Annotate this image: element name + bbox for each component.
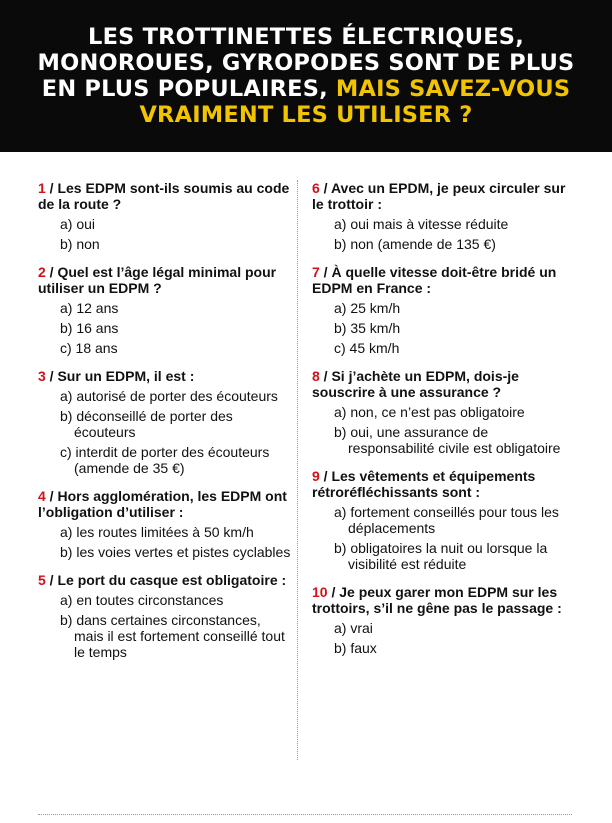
- question-8: [312, 368, 572, 456]
- question-title: [312, 368, 572, 400]
- answer-option: a) oui mais à vitesse réduite: [334, 216, 509, 232]
- question-text: / Les EDPM sont-ils soumis au code de la route ?: [38, 180, 290, 212]
- answer-option: b) 16 ans: [60, 320, 119, 336]
- question-title: [312, 584, 572, 616]
- answer-option: c) 18 ans: [60, 340, 118, 356]
- question-number: 8: [312, 368, 320, 384]
- column-divider: [297, 180, 298, 760]
- question-text: / À quelle vitesse doit-être bridé un EDPM en France :: [312, 264, 557, 296]
- question-number: 5: [38, 572, 46, 588]
- answer-option: b) les voies vertes et pistes cyclables: [60, 544, 291, 560]
- answer-option: a) en toutes circonstances: [60, 592, 224, 608]
- page-title: [0, 24, 612, 128]
- question-3: [38, 368, 293, 476]
- question-text: / Les vêtements et équipements rétroréfléchissants sont :: [312, 468, 536, 500]
- answer-option: a) les routes limitées à 50 km/h: [60, 524, 254, 540]
- question-number: 1: [38, 180, 46, 196]
- answer-option: a) 25 km/h: [334, 300, 401, 316]
- answer-option: b) obligatoires la nuit ou lorsque la visibilité est réduite: [334, 540, 548, 572]
- question-7: [312, 264, 572, 356]
- question-6: [312, 180, 572, 252]
- question-text: / Quel est l’âge légal minimal pour utiliser un EDPM ?: [38, 264, 277, 296]
- answer-options: [312, 300, 572, 356]
- answer-options: [38, 216, 293, 252]
- question-2: [38, 264, 293, 356]
- question-number: 2: [38, 264, 46, 280]
- question-4: [38, 488, 293, 560]
- question-title: [38, 488, 293, 520]
- left-column: [38, 180, 293, 672]
- answer-option: a) 12 ans: [60, 300, 119, 316]
- answer-option: b) faux: [334, 640, 377, 656]
- answer-options: [38, 524, 293, 560]
- answer-option: b) oui, une assurance de responsabilité civile est obligatoire: [334, 424, 561, 456]
- question-text: / Avec un EPDM, je peux circuler sur le trottoir :: [312, 180, 566, 212]
- answer-option: b) dans certaines circonstances, mais il est fortement conseillé tout le temps: [60, 612, 285, 660]
- question-9: [312, 468, 572, 572]
- answer-option: a) vrai: [334, 620, 373, 636]
- answer-option: b) non: [60, 236, 100, 252]
- answer-option: a) non, ce n’est pas obligatoire: [334, 404, 525, 420]
- answer-option: a) autorisé de porter des écouteurs: [60, 388, 278, 404]
- question-text: / Hors agglomération, les EDPM ont l’obligation d’utiliser :: [38, 488, 287, 520]
- question-number: 6: [312, 180, 320, 196]
- question-title: [38, 572, 293, 588]
- answer-option: c) 45 km/h: [334, 340, 400, 356]
- question-title: [38, 264, 293, 296]
- bottom-divider: [38, 814, 572, 815]
- question-number: 10: [312, 584, 328, 600]
- answer-options: [312, 620, 572, 656]
- question-title: [312, 468, 572, 500]
- question-title: [38, 368, 293, 384]
- question-number: 3: [38, 368, 46, 384]
- title-highlight-part: MAIS SAVEZ-VOUS VRAIMENT LES UTILISER ?: [139, 76, 571, 128]
- question-title: [312, 264, 572, 296]
- question-number: 9: [312, 468, 320, 484]
- question-text: / Je peux garer mon EDPM sur les trottoirs, s’il ne gêne pas le passage :: [312, 584, 562, 616]
- answer-options: [312, 504, 572, 572]
- question-text: / Si j’achète un EDPM, dois-je souscrire à une assurance ?: [312, 368, 519, 400]
- answer-option: a) oui: [60, 216, 96, 232]
- question-title: [38, 180, 293, 212]
- right-column: [312, 180, 572, 668]
- title-white-part: LES TROTTINETTES ÉLECTRIQUES, MONOROUES, GYROPODES SONT DE PLUS EN PLUS POPULAIRES,: [37, 24, 575, 102]
- question-text: / Sur un EDPM, il est :: [45, 368, 195, 384]
- answer-options: [312, 216, 572, 252]
- question-1: [38, 180, 293, 252]
- question-text: / Le port du casque est obligatoire :: [45, 572, 287, 588]
- header-banner: [0, 0, 612, 152]
- answer-options: [38, 592, 293, 660]
- answer-option: b) non (amende de 135 €): [334, 236, 496, 252]
- answer-option: b) 35 km/h: [334, 320, 401, 336]
- answer-option: b) déconseillé de porter des écouteurs: [60, 408, 233, 440]
- answer-option: c) interdit de porter des écouteurs (amende de 35 €): [60, 444, 270, 476]
- question-title: [312, 180, 572, 212]
- answer-options: [312, 404, 572, 456]
- question-number: 7: [312, 264, 320, 280]
- question-10: [312, 584, 572, 656]
- question-5: [38, 572, 293, 660]
- answer-options: [38, 300, 293, 356]
- answer-options: [38, 388, 293, 476]
- answer-option: a) fortement conseillés pour tous les déplacements: [334, 504, 559, 536]
- question-number: 4: [38, 488, 46, 504]
